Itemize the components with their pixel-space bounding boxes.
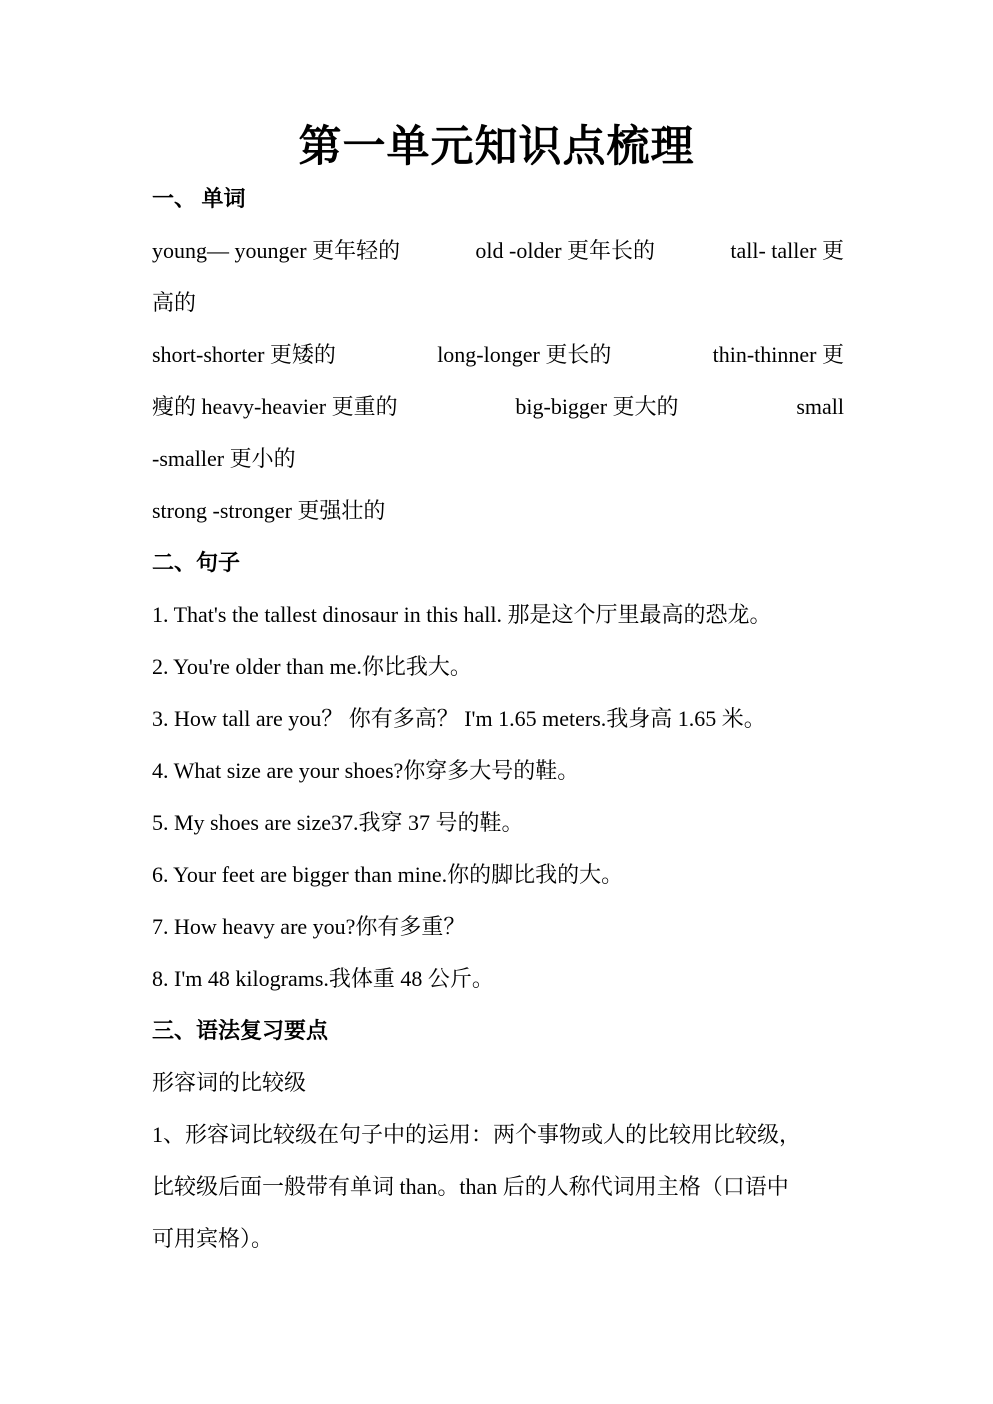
vocab-small: small [796, 394, 844, 419]
sentences-heading: 二、句子 [152, 550, 241, 575]
vocab-strong: strong -stronger 更强壮的 [152, 498, 386, 523]
grammar-line-3: 可用宾格）。 [152, 1226, 274, 1251]
sentence-5: 5. My shoes are size37.我穿 37 号的鞋。 [152, 810, 524, 835]
vocab-long: long-longer 更长的 [437, 342, 612, 367]
vocab-old: old -older 更年长的 [475, 238, 656, 263]
sentence-2: 2. You're older than me.你比我大。 [152, 654, 472, 679]
vocab-row-3 [152, 392, 844, 422]
document-title: 第一单元知识点梳理 [298, 124, 695, 171]
grammar-subheading: 形容词的比较级 [152, 1070, 307, 1095]
vocab-heading: 一、 单词 [152, 186, 246, 211]
sentence-8: 8. I'm 48 kilograms.我体重 48 公斤。 [152, 966, 494, 991]
vocab-tall: tall- taller 更 [730, 238, 844, 263]
sentence-6: 6. Your feet are bigger than mine.你的脚比我的大。 [152, 862, 624, 887]
grammar-line-2: 比较级后面一般带有单词 than。than 后的人称代词用主格（口语中 [152, 1174, 789, 1199]
vocab-row-1 [152, 236, 844, 266]
sentence-7: 7. How heavy are you?你有多重？ [152, 914, 466, 939]
vocab-tall-cont: 高的 [152, 290, 197, 315]
vocab-heavy: 瘦的 heavy-heavier 更重的 [152, 394, 398, 419]
sentence-1: 1. That's the tallest dinosaur in this hall. 那是这个厅里最高的恐龙。 [152, 602, 772, 627]
vocab-small-cont: -smaller 更小的 [152, 446, 296, 471]
vocab-short: short-shorter 更矮的 [152, 342, 336, 367]
vocab-row-2 [152, 340, 844, 370]
vocab-big: big-bigger 更大的 [515, 394, 679, 419]
vocab-thin: thin-thinner 更 [712, 342, 844, 367]
grammar-heading: 三、语法复习要点 [152, 1018, 329, 1043]
sentence-3: 3. How tall are you？ 你有多高？ I'm 1.65 meters.我身高 1.65 米。 [152, 706, 766, 731]
sentence-4: 4. What size are your shoes?你穿多大号的鞋。 [152, 758, 580, 783]
vocab-young: young— younger 更年轻的 [152, 238, 401, 263]
grammar-line-1: 1、形容词比较级在句子中的运用：两个事物或人的比较用比较级， [152, 1122, 802, 1147]
